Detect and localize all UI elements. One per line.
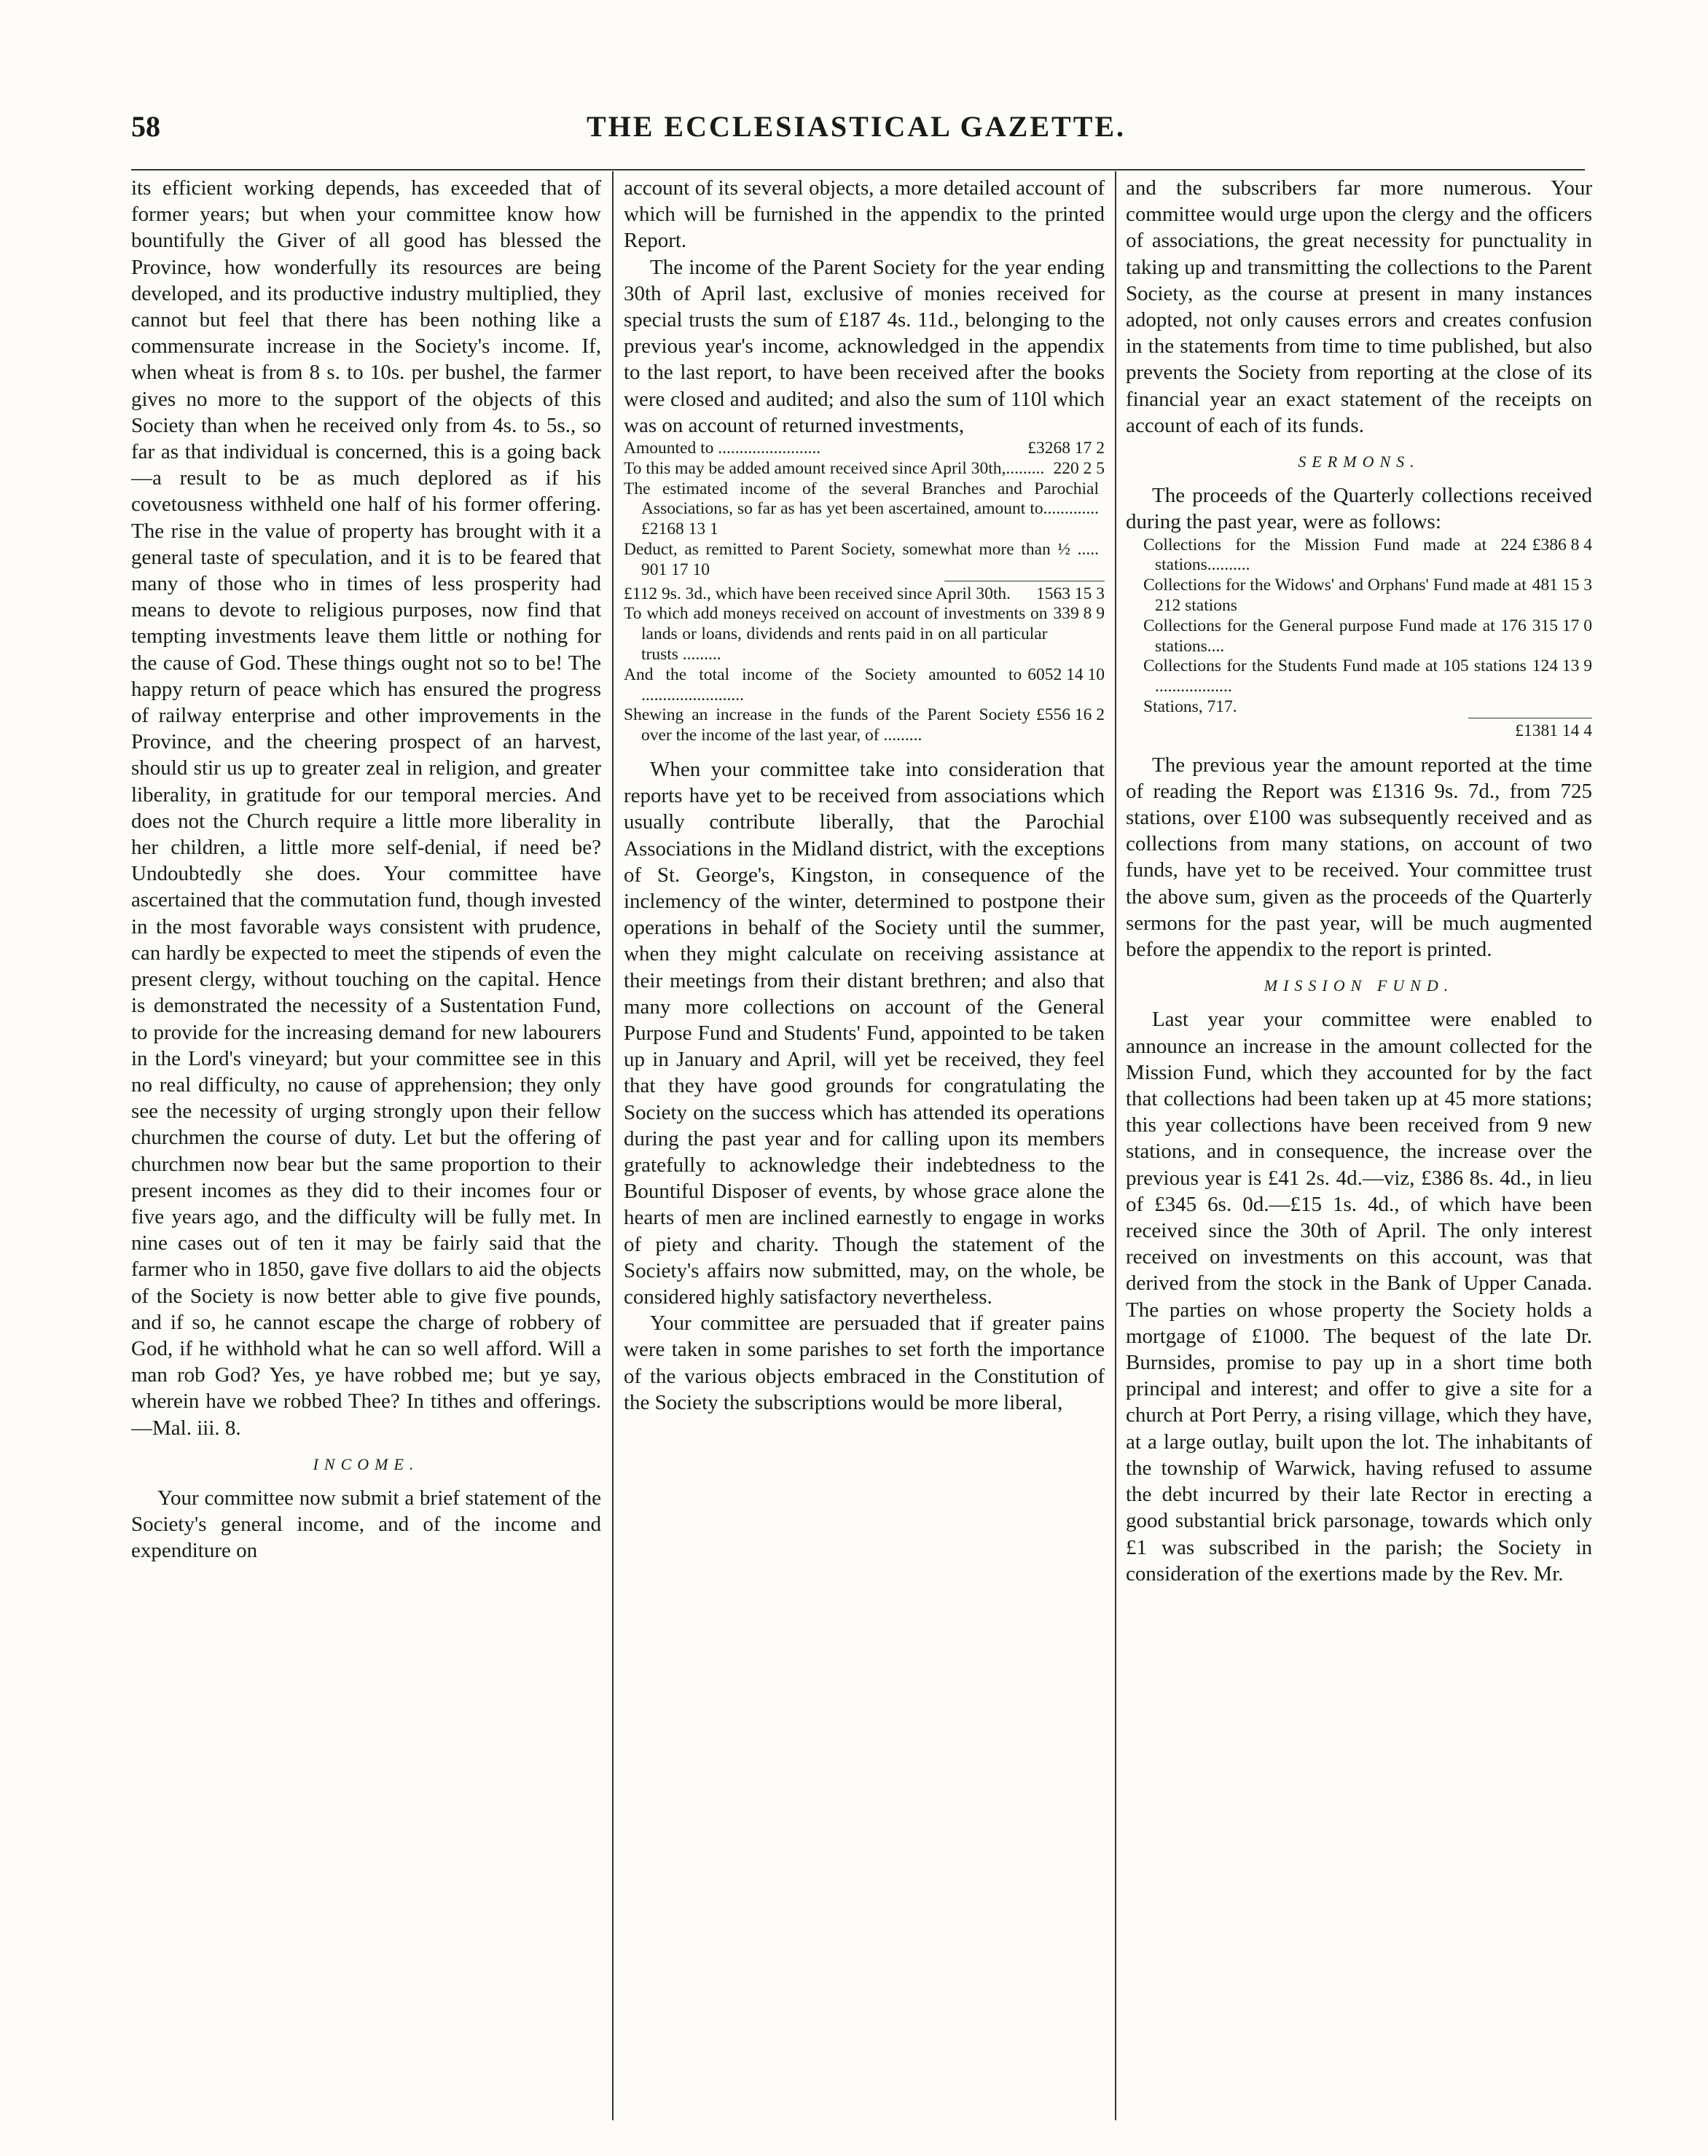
column-3 (1126, 175, 1592, 2113)
account-row: And the total income of the Society amounted to ........................ 6052 14 10 (624, 665, 1105, 705)
col2-paragraph-4: Your committee are persuaded that if greater pains were taken in some parishes to set forth the importance of the various objects embraced in the Constitution of the Society the subscriptions would be more liberal, (624, 1312, 1105, 1414)
col1-paragraph-2: Your committee now submit a brief statement of the Society's general income, and of the income and expenditure on (131, 1486, 601, 1563)
collection-row: Collections for the General purpose Fund made at 176 stations.... 315 17 0 (1143, 616, 1592, 656)
collections-total: £1381 14 4 (1515, 721, 1592, 740)
col2-paragraph-1: account of its several objects, a more detailed account of which will be furnished in the appendix to the printed Report. (624, 176, 1105, 253)
column-2 (624, 175, 1105, 2113)
column-divider-2 (1115, 171, 1116, 2120)
account-row: To which add moneys received on account of investments on lands or loans, dividends and rents paid in on all particular trusts ......... 339 8 9 (624, 604, 1105, 664)
heading-sermons: SERMONS. (1298, 452, 1420, 471)
heading-income: INCOME. (313, 1454, 420, 1473)
page-number: 58 (131, 110, 160, 143)
collections-table (1126, 536, 1592, 742)
col3-paragraph-1: and the subscribers far more numerous. Your committee would urge upon the clergy and the officers of associations, the great necessity for punctuality in taking up and transmitting the collections to the Parent Society, as the course at present in many instances adopted, not only causes errors and creates confusion in the statements from time to time published, but also prevents the Society from reporting at the close of its financial year an exact statement of the receipts on account of each of its funds. (1126, 176, 1592, 437)
income-account-table (624, 439, 1105, 746)
account-row: The estimated income of the several Branches and Parochial Associations, so far as has yet been ascertained, amount to.............£2168 13 1 (624, 479, 1099, 539)
collection-row: Collections for the Students Fund made at 105 stations .................. 124 13 9 (1143, 656, 1592, 697)
col3-paragraph-2: The proceeds of the Quarterly collections received during the past year, were as follows: (1126, 484, 1592, 534)
account-row: Deduct, as remitted to Parent Society, somewhat more than ½ ..... 901 17 10 (624, 540, 1099, 579)
collection-row: Stations, 717. (1143, 697, 1237, 717)
column-1 (131, 175, 601, 2113)
account-row: Shewing an increase in the funds of the Parent Society over the income of the last year, of ......... £556 16 2 (624, 705, 1105, 745)
collections-total-row (1126, 721, 1592, 742)
header-rule (131, 169, 1585, 170)
account-row: To this may be added amount received since April 30th,......... 220 2 5 (624, 458, 1105, 478)
col3-paragraph-3: The previous year the amount reported at the time of reading the Report was £1316 9s. 7d., from 725 stations, over £100 was subsequently received and as collections from many stations, on account of two funds, have yet to be received. Your committee trust the above sum, given as the proceeds of the Quarterly sermons for the past year, will be much augmented before the appendix to the report is printed. (1126, 753, 1592, 962)
col1-paragraph-1: its efficient working depends, has exceeded that of former years; but when your committee know how bountifully the Giver of all good has blessed the Province, how wonderfully its resources are being developed, and its productive industry multiplied, they cannot but feel that there has been nothing like a commensurate increase in the Society's income. If, when wheat is from 8 s. to 10s. per bushel, the farmer gives no more to the support of the objects of this Society than when he received only from 4s. to 5s., so far as that individual is concerned, this is a going back—a result to be as much deplored as if his covetousness withheld one half of his former offering. The rise in the value of property has brought with it a general taste of speculation, and it is to be feared that many of those who in times of less prosperity had means to devote to religious purposes, now find that tempting investments leave them little or nothing for the cause of God. These things ought not so to be! The happy return of peace which has ensured the progress of railway enterprise and other improvements in the Province, and the cheering prospect of an harvest, should stir us up to greater zeal in religion, and greater liberality, in gratitude for our temporal mercies. And does not the Church require a little more liberality in her children, a little more self-denial, if need be? Undoubtedly she does. Your committee have ascertained that the commutation fund, though invested in the most favorable ways consistent with prudence, can hardly be expected to meet the stipends of even the present clergy, without touching on the capital. Hence is demonstrated the necessity of a Sustentation Fund, to provide for the increasing demand for new labourers in the Lord's vineyard; but your committee see in this no real difficulty, no cause of apprehension; they only see the necessity of urging strongly upon their fellow churchmen the course of duty. Let but the offering of churchmen now bear but the same proportion to their present incomes as they did to their incomes four or five years ago, and the difficulty will be fully met. In nine cases out of ten it may be fairly said that the farmer who in 1850, gave five dollars to aid the objects of the Society is now better able to give five pounds, and if so, he cannot escape the charge of robbery of God, if he withhold what he can so well afford. Will a man rob God? Yes, ye have robbed me; but ye say, wherein have we robbed Thee? In tithes and offerings.—Mal. iii. 8. (131, 176, 601, 1440)
heading-mission-fund: MISSION FUND. (1264, 976, 1454, 995)
account-row: £112 9s. 3d., which have been received since April 30th. 1563 15 3 (624, 584, 1105, 603)
col3-paragraph-4: Last year your committee were enabled to announce an increase in the amount collected for the Mission Fund, which they accounted for by the fact that collections had been taken up at 45 more stations; this year collections have been received from 9 new stations, and in consequence, the increase over the previous year is £41 2s. 4d.—viz, £386 8s. 4d., in lieu of £345 6s. 0d.—£15 1s. 4d., of which have been received since the 30th of April. The only interest received on investments on this account, was that derived from the stock in the Bank of Upper Canada. The parties on whose property the Society holds a mortgage of £1000. The bequest of the late Dr. Burnsides, promise to pay up in a short time both principal and interest; and offer to give a site for a church at Port Perry, a rising village, which they have, at a large outlay, built upon the lot. The inhabitants of the township of Warwick, having refused to assume the debt incurred by their late Rector in erecting a good substantial brick parsonage, towards which only £1 was subscribed in the parish; the Society in consideration of the exertions made by the Rev. Mr. (1126, 1008, 1592, 1585)
column-divider-1 (612, 171, 614, 2120)
col2-paragraph-3: When your committee take into consideration that reports have yet to be received from associations which usually contribute liberally, that the Parochial Associations in the Midland district, with the exceptions of St. George's, Kingston, in consequence of the inclemency of the winter, determined to postpone their operations in behalf of the Society until the summer, when they might calculate on receiving assistance at their meetings from their distant brethren; and also that many more collections on account of the General Purpose Fund and Students' Fund, appointed to be taken up in January and April, will yet be received, they feel that they have good grounds for congratulating the Society on the success which has attended its operations during the past year and for calling upon its members gratefully to acknowledge their indebtedness to the Bountiful Disposer of events, by whose grace alone the hearts of men are inclined earnestly to engage in works of piety and charity. Though the statement of the Society's affairs now submitted, may, on the whole, be considered highly satisfactory nevertheless. (624, 757, 1105, 1309)
col2-paragraph-2: The income of the Parent Society for the year ending 30th of April last, exclusive of monies received for special trusts the sum of £187 4s. 11d., belonging to the previous year's income, acknowledged in the appendix to the last report, to have been received after the books were closed and audited; and also the sum of 110l which was on account of returned investments, (624, 255, 1105, 437)
page-header (131, 109, 1581, 160)
account-row: Amounted to ........................ £3268 17 2 (624, 439, 1105, 458)
collection-row: Collections for the Widows' and Orphans' Fund made at 212 stations 481 15 3 (1143, 576, 1592, 616)
masthead-title: THE ECCLESIASTICAL GAZETTE. (586, 110, 1127, 143)
collection-row: Collections for the Mission Fund made at 224 stations.......... £386 8 4 (1143, 535, 1592, 575)
